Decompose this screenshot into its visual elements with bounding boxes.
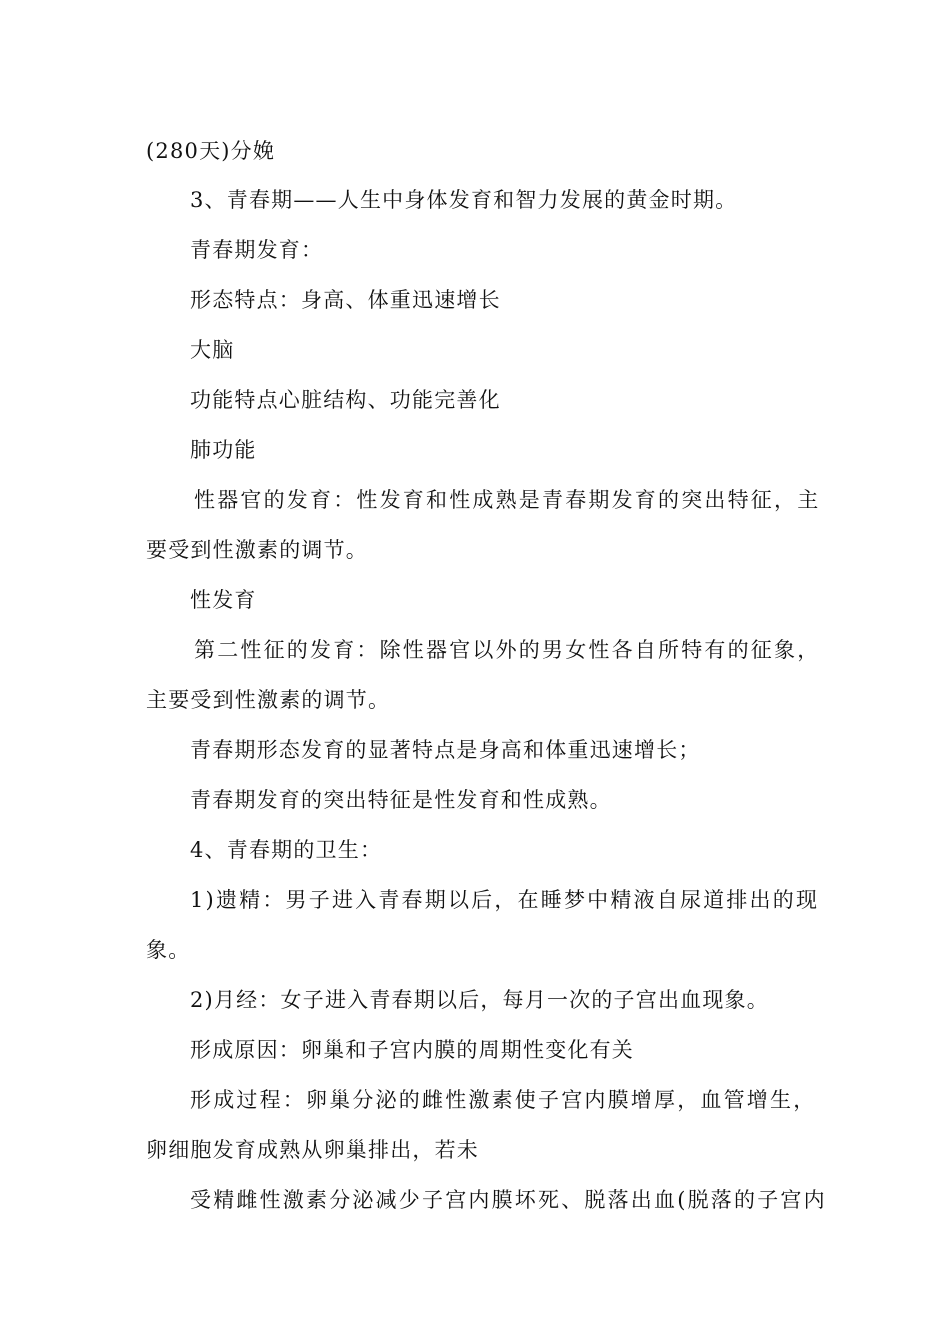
text-line: 形态特点：身高、体重迅速增长 <box>190 288 501 312</box>
text-line: 性器官的发育：性发育和性成熟是青春期发育的突出特征，主 <box>194 488 821 512</box>
text-line: 象。 <box>146 938 191 962</box>
text-line: 青春期发育： <box>190 238 324 262</box>
text-line: 功能特点心脏结构、功能完善化 <box>190 388 501 412</box>
section-heading-puberty: 3、青春期——人生中身体发育和智力发展的黄金时期。 <box>190 188 738 212</box>
text-line: 受精雌性激素分泌减少子宫内膜坏死、脱落出血(脱落的子宫内 <box>190 1188 827 1212</box>
text-line: 要受到性激素的调节。 <box>146 538 368 562</box>
text-line: 肺功能 <box>190 438 257 462</box>
text-line: (280天)分娩 <box>146 139 276 163</box>
text-line: 性发育 <box>190 588 257 612</box>
text-line: 1)遗精：男子进入青春期以后，在睡梦中精液自尿道排出的现 <box>190 888 820 912</box>
text-line: 青春期形态发育的显著特点是身高和体重迅速增长； <box>190 738 701 762</box>
text-line: 青春期发育的突出特征是性发育和性成熟。 <box>190 788 612 812</box>
section-heading-puberty-hygiene: 4、青春期的卫生： <box>190 838 383 862</box>
text-line: 2)月经：女子进入青春期以后，每月一次的子宫出血现象。 <box>190 988 769 1012</box>
text-line: 形成原因：卵巢和子宫内膜的周期性变化有关 <box>190 1038 634 1062</box>
text-line: 大脑 <box>190 338 235 362</box>
text-line: 主要受到性激素的调节。 <box>146 688 391 712</box>
text-line: 卵细胞发育成熟从卵巢排出，若未 <box>146 1138 479 1162</box>
text-line: 形成过程：卵巢分泌的雌性激素使子宫内膜增厚，血管增生， <box>190 1088 817 1112</box>
text-line: 第二性征的发育：除性器官以外的男女性各自所特有的征象， <box>194 638 821 662</box>
